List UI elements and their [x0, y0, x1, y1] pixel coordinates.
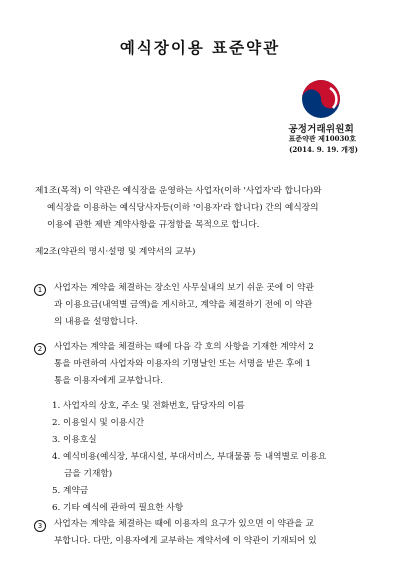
article1-line1: 제1조(목적) 이 약관은 예식장을 운영하는 사업자(이하 '사업자'라 합니다)와	[35, 186, 322, 196]
standard-number: 표준약관 제10030호	[288, 134, 356, 143]
item1-line3: 의 내용을 설명합니다.	[54, 317, 138, 327]
item2-line2: 통을 마련하여 사업자와 이용자의 기명날인 또는 서명을 받은 후에 1	[54, 359, 311, 369]
article1-line2: 예식장을 이용하는 예식당사자등(이하 '이용자'라 합니다) 간의 예식장의	[47, 203, 319, 213]
item1-marker: 1	[34, 284, 46, 296]
article1-line3: 이용에 관한 제반 계약사항을 규정함을 목적으로 합니다.	[47, 220, 260, 230]
list-item-continuation: 금을 기재함)	[64, 469, 113, 479]
item2-marker: 2	[34, 343, 46, 355]
list-item: 3. 이용호실	[52, 435, 97, 445]
item3-line2: 부합니다. 다만, 이용자에게 교부하는 계약서에 이 약관이 기재되어 있	[54, 536, 317, 546]
item2-line1: 사업자는 계약을 체결하는 때에 다음 각 호의 사항을 기재한 계약서 2	[54, 342, 314, 352]
article2-title: 제2조(약관의 명시·설명 및 계약서의 교부)	[35, 247, 196, 257]
item2-line3: 통을 이용자에게 교부합니다.	[54, 376, 163, 386]
agency-name: 공정거래위원회	[288, 124, 354, 135]
item1-line1: 사업자는 계약을 체결하는 장소인 사무실내의 보기 쉬운 곳에 이 약관	[54, 283, 314, 293]
item3-marker: 3	[34, 520, 46, 532]
list-item: 1. 사업자의 상호, 주소 및 전화번호, 담당자의 이름	[52, 401, 245, 411]
item3-line1: 사업자는 계약을 체결하는 때에 이용자의 요구가 있으면 이 약관을 교	[54, 519, 314, 529]
taegeuk-emblem-icon	[300, 78, 342, 120]
list-item: 5. 계약금	[52, 486, 89, 496]
list-item: 4. 예식비용(예식장, 부대시설, 부대서비스, 부대물품 등 내역별로 이용요	[52, 452, 327, 462]
list-item: 2. 이용일시 및 이용시간	[52, 418, 145, 428]
revision-date: (2014. 9. 19. 개정)	[289, 145, 358, 154]
item1-line2: 과 이용요금(내역별 금액)을 게시하고, 계약을 체결하기 전에 이 약관	[54, 300, 313, 310]
document-title: 예식장이용 표준약관	[119, 38, 281, 57]
list-item: 6. 기타 예식에 관하여 필요한 사항	[52, 503, 184, 513]
contract-items-list	[52, 398, 326, 517]
